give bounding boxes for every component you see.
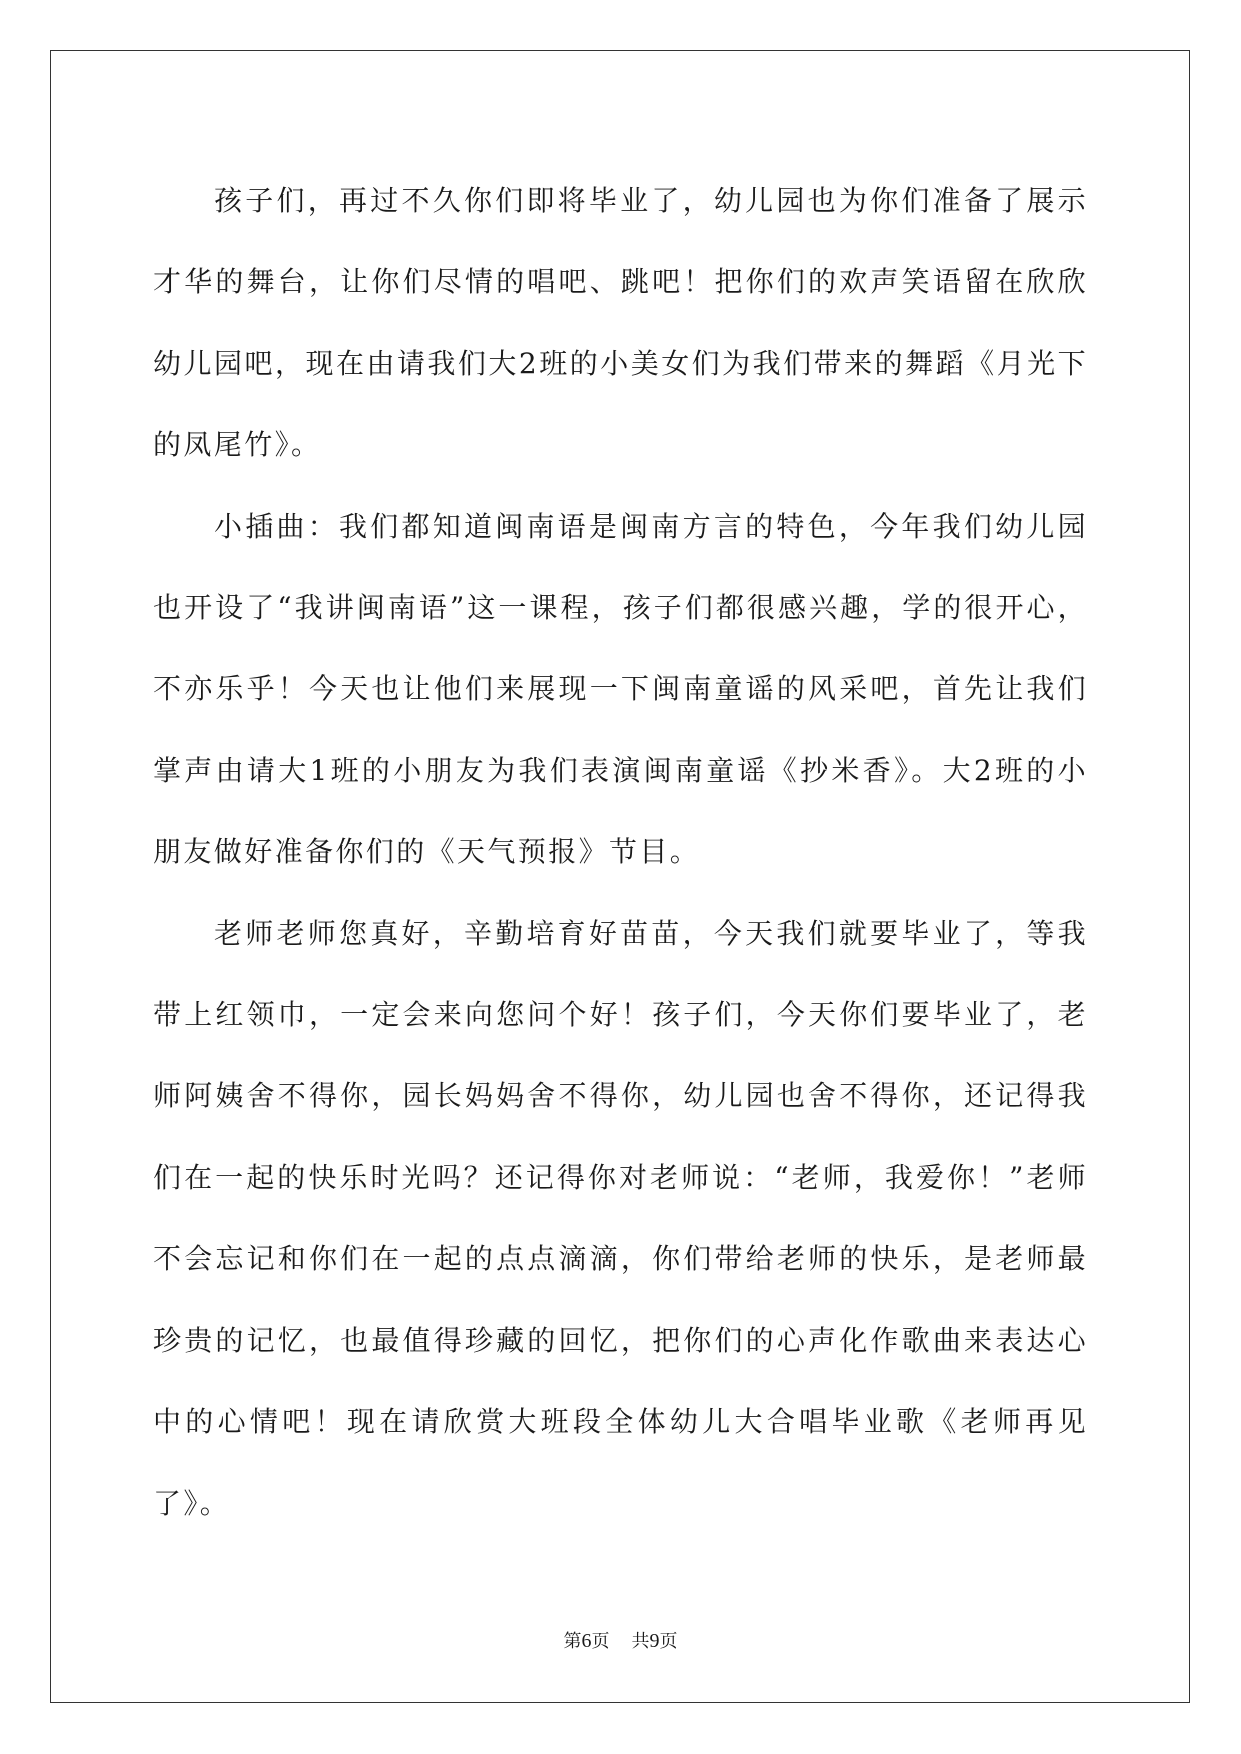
page-number-suffix: 页 xyxy=(591,1631,610,1652)
total-pages-suffix: 页 xyxy=(659,1631,678,1652)
document-body xyxy=(153,160,1088,1544)
page-number-prefix: 第 xyxy=(563,1631,582,1652)
paragraph: 小插曲：我们都知道闽南语是闽南方言的特色，今年我们幼儿园也开设了“我讲闽南语”这一课程，孩子们都很感兴趣，学的很开心，不亦乐乎！今天也让他们来展现一下闽南童谣的风采吧，首先让我们掌声由请大1班的小朋友为我们表演闽南童谣《抄米香》。大2班的小朋友做好准备你们的《天气预报》节目。 xyxy=(153,509,1088,869)
current-page-number: 6 xyxy=(581,1630,592,1652)
paragraph: 老师老师您真好，辛勤培育好苗苗，今天我们就要毕业了，等我带上红领巾，一定会来向您问个好！孩子们，今天你们要毕业了，老师阿姨舍不得你，园长妈妈舍不得你，幼儿园也舍不得你，还记得我们在一起的快乐时光吗？还记得你对老师说：“老师，我爱你！”老师不会忘记和你们在一起的点点滴滴，你们带给老师的快乐，是老师最珍贵的记忆，也最值得珍藏的回忆，把你们的心声化作歌曲来表达心中的心情吧！现在请欣赏大班段全体幼儿大合唱毕业歌《老师再见了》。 xyxy=(153,916,1088,1520)
paragraph: 孩子们，再过不久你们即将毕业了，幼儿园也为你们准备了展示才华的舞台，让你们尽情的唱吧、跳吧！把你们的欢声笑语留在欣欣幼儿园吧，现在由请我们大2班的小美女们为我们带来的舞蹈《月光下的凤尾竹》。 xyxy=(153,184,1088,462)
page-footer xyxy=(0,1629,1241,1654)
total-pages-prefix: 共 xyxy=(631,1631,650,1652)
total-page-count: 9 xyxy=(649,1630,660,1652)
